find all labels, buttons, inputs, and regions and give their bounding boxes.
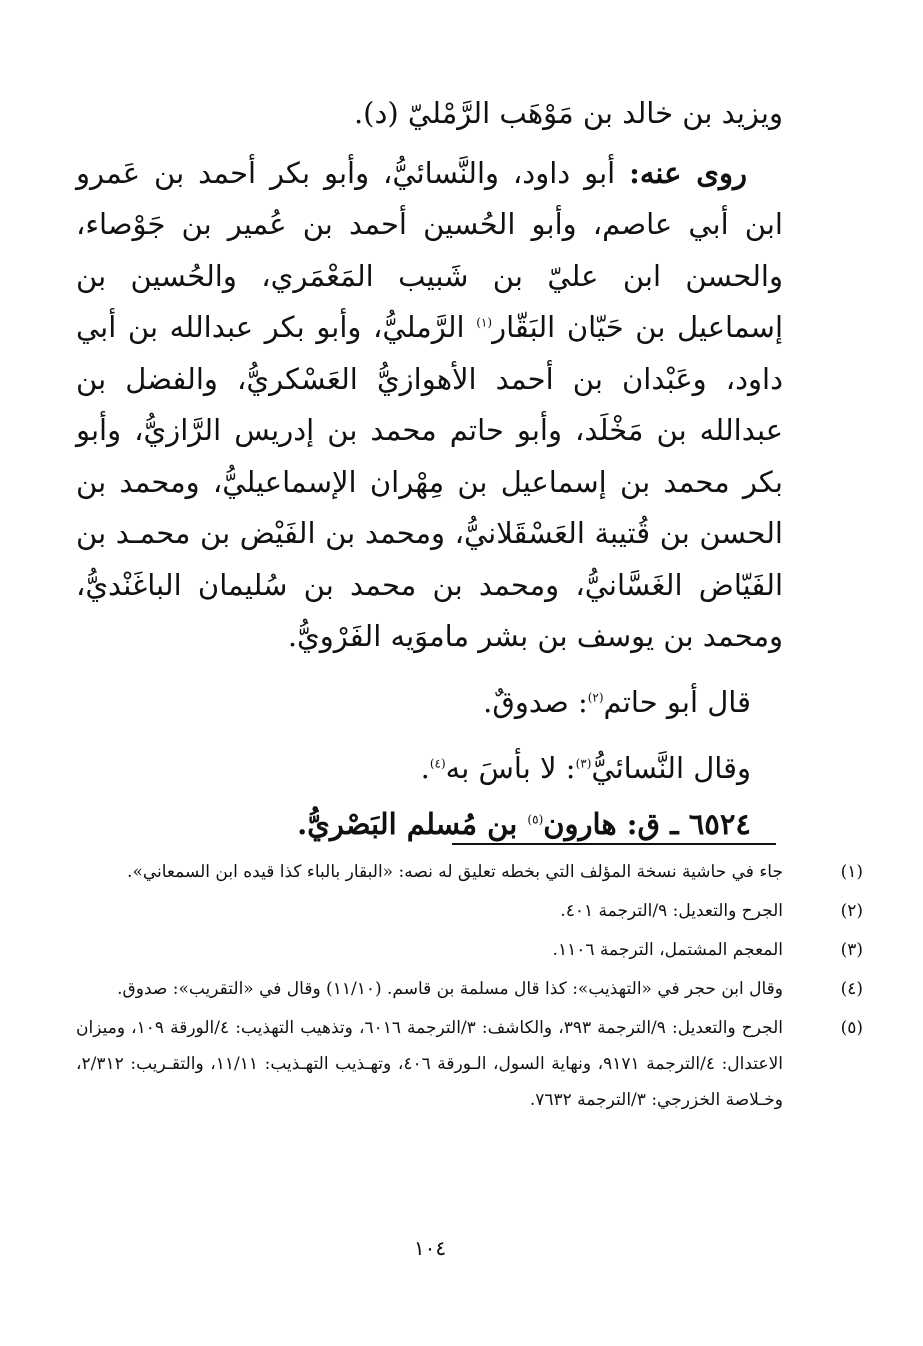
footnote-ref-3[interactable]: (٣) bbox=[575, 755, 592, 770]
narrators-text-continued: الرَّمليُّ، وأبو بكر عبدالله بن أبي داود، وعَبْدان بن أحمد الأهوازيُّ العَسْكريُّ، والفضل بن عبدالله بن مَخْلَد، وأبو حاتم محمد بن إدريس الرَّازيُّ، وأبو بكر محمد بن إسماعيل بن مِهْران الإسماعيليُّ، ومحمد بن الحسن بن قُتيبة العَسْقَلانيُّ، ومحمد بن الفَيْض بن محمـد بن الفَيّاض الغَسَّانيُّ، ومحمد بن محمد بن سُليمان الباغَنْديُّ، ومحمد بن يوسف بن بشر ماموَيه الفَرْويُّ. bbox=[76, 310, 783, 653]
footnote-text: الجرح والتعديل: ٩/الترجمة ٣٩٣، والكاشف: ٣/الترجمة ٦٠١٦، وتذهيب التهذيب: ٤/الورقة ١٠٩، وميزان الاعتدال: ٤/الترجمة ٩١٧١، ونهاية السول، الـورقة ٤٠٦، وتهـذيب التهـذيب: ١١/١١، والتقـريب: ٢/٣١٢، وخـلاصة الخزرجي: ٣/الترجمة ٧٦٣٢. bbox=[76, 1018, 783, 1110]
footnote-number: (٢) bbox=[840, 901, 863, 921]
footnote-ref-4[interactable]: (٤) bbox=[429, 755, 446, 770]
entry-heading-name: بن مُسلم البَصْريُّ. bbox=[297, 806, 528, 841]
footnote-number: (٤) bbox=[840, 979, 863, 999]
footnote-number: (١) bbox=[840, 862, 863, 882]
footnote-text: المعجم المشتمل، الترجمة ١١٠٦. bbox=[552, 940, 783, 960]
footnote-text: جاء في حاشية نسخة المؤلف التي بخطه تعليق له نصه: «البقار بالباء كذا قيده ابن السمعاني». bbox=[127, 862, 783, 882]
footnotes bbox=[76, 854, 863, 1121]
footnote-number: (٣) bbox=[840, 940, 863, 960]
footnote-text: وقال ابن حجر في «التهذيب»: كذا قال مسلمة بن قاسم. (١١/١٠) وقال في «التقريب»: صدوق. bbox=[117, 979, 783, 999]
footnote-item bbox=[76, 932, 863, 968]
abu-hatim-text: قال أبو حاتم bbox=[603, 684, 751, 719]
footnote-ref-1[interactable]: (١) bbox=[476, 315, 493, 330]
nasai-text: وقال النَّسائيُّ bbox=[591, 750, 751, 785]
footnote-item bbox=[76, 854, 863, 890]
narrators-label: روى عنه: bbox=[629, 155, 747, 190]
footnote-ref-5[interactable]: (٥) bbox=[527, 811, 544, 826]
main-text bbox=[76, 88, 783, 853]
footnote-number: (٥) bbox=[840, 1018, 863, 1038]
entry-tail-line bbox=[76, 88, 783, 140]
narrators-paragraph bbox=[76, 148, 783, 663]
footnote-item bbox=[76, 1010, 863, 1118]
footnote-text: الجرح والتعديل: ٩/الترجمة ٤٠١. bbox=[560, 901, 783, 921]
page-number: ١٠٤ bbox=[413, 1236, 447, 1260]
narrators-text: أبو داود، والنَّسائيُّ، وأبو بكر أحمد بن عَمرو ابن أبي عاصم، وأبو الحُسين أحمد بن عُمير بن جَوْصاء، والحسن ابن عليّ بن شَبيب المَعْمَري، والحُسين بن إسماعيل بن حَيّان البَقّار bbox=[76, 155, 783, 344]
abu-hatim-verdict: : صدوقٌ. bbox=[483, 684, 588, 719]
footnote-item bbox=[76, 971, 863, 1007]
footnote-ref-2[interactable]: (٢) bbox=[587, 689, 604, 704]
abu-hatim-statement bbox=[76, 675, 783, 729]
footnote-divider bbox=[452, 843, 776, 845]
entry-tail-text: ويزيد بن خالد بن مَوْهَب الرَّمْليّ (د). bbox=[353, 96, 783, 130]
nasai-end: . bbox=[420, 750, 430, 785]
entry-heading-text: ٦٥٢٤ ـ ق: هارون bbox=[543, 806, 751, 841]
nasai-verdict: : لا بأسَ به bbox=[445, 750, 576, 785]
footnote-item bbox=[76, 893, 863, 929]
nasai-statement bbox=[76, 741, 783, 795]
